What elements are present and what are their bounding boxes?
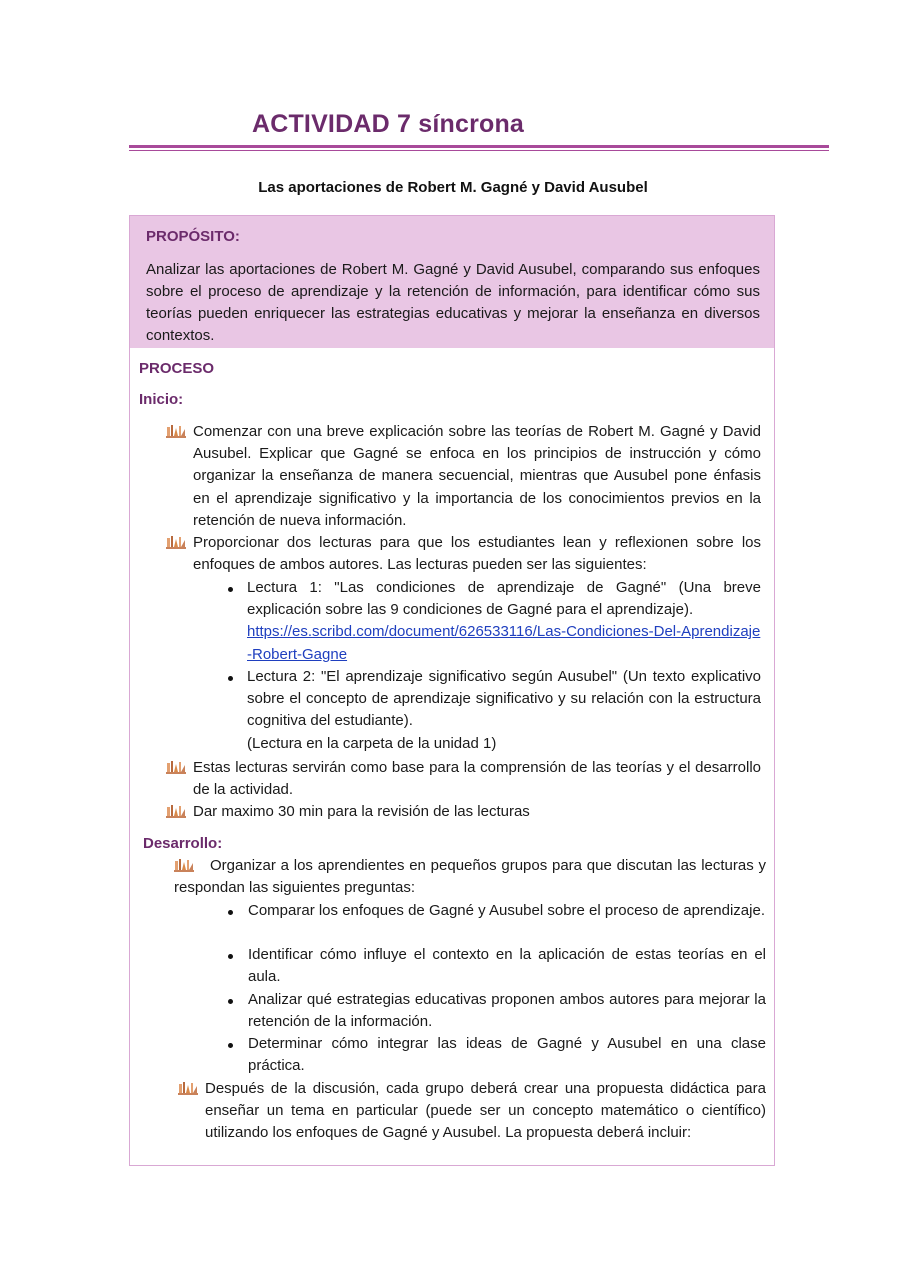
document-subtitle: Las aportaciones de Robert M. Gagné y David Ausubel — [258, 179, 648, 196]
book-icon — [166, 425, 186, 439]
process-label: PROCESO — [139, 360, 215, 377]
bullet-dot — [228, 587, 233, 592]
bullet-dot — [228, 999, 233, 1004]
bullet-dot — [228, 676, 233, 681]
document-title: ACTIVIDAD 7 síncrona — [251, 110, 525, 138]
purpose-section — [130, 216, 774, 348]
question-2: Identificar cómo influye el contexto en la aplicación de estas teorías en el aula. — [248, 946, 766, 986]
bullet-dot — [228, 1043, 233, 1048]
bullet-dot — [228, 910, 233, 915]
book-icon — [166, 761, 186, 775]
reading-2 — [247, 666, 761, 755]
activity-box — [129, 215, 775, 1166]
title-rule-thin — [129, 150, 829, 151]
question-3: Analizar qué estrategias educativas proponen ambos autores para mejorar la retención de la información. — [248, 991, 766, 1031]
book-icon — [178, 1082, 198, 1096]
title-rule — [129, 145, 829, 148]
inicio-item-3: Estas lecturas servirán como base para la comprensión de las teorías y el desarrollo de la actividad. — [193, 759, 761, 799]
question-4: Determinar cómo integrar las ideas de Gagné y Ausubel en una clase práctica. — [248, 1035, 766, 1075]
book-icon — [166, 805, 186, 819]
reading-1-link[interactable]: https://es.scribd.com/document/626533116/Las-Condiciones-Del-Aprendizaje-Robert-Gagne — [247, 623, 761, 663]
desarrollo-intro: Organizar a los aprendientes en pequeños grupos para que discutan las lecturas y respondan las siguientes preguntas: — [174, 857, 766, 897]
purpose-text: Analizar las aportaciones de Robert M. Gagné y David Ausubel, comparando sus enfoques sobre el proceso de aprendizaje y la retención de información, para identificar cómo sus teorías pueden enriquecer las estrategias educativas y mejorar la enseñanza en diversos contextos. — [146, 261, 760, 344]
reading-2-note: (Lectura en la carpeta de la unidad 1) — [247, 734, 497, 752]
reading-1 — [247, 577, 761, 666]
reading-2-text: Lectura 2: "El aprendizaje significativo según Ausubel" (Un texto explicativo sobre el concepto de aprendizaje significativo y su relación con la estructura cognitiva del estudiante). — [247, 668, 761, 730]
question-1: Comparar los enfoques de Gagné y Ausubel sobre el proceso de aprendizaje. — [248, 902, 765, 919]
bullet-dot — [228, 954, 233, 959]
book-icon — [166, 536, 186, 550]
desarrollo-after: Después de la discusión, cada grupo deberá crear una propuesta didáctica para enseñar un tema en particular (puede ser un concepto matemático o científico) utilizando los enfoques de Gagné y Ausubel. La propuesta deberá incluir: — [205, 1080, 766, 1142]
inicio-item-1: Comenzar con una breve explicación sobre las teorías de Robert M. Gagné y David Ausubel. Explicar que Gagné se enfoca en los principios de instrucción y cómo organizar la enseñanza de manera secuencial, mientras que Ausubel pone énfasis en el aprendizaje significativo y la importancia de los conocimientos previos en la retención de nueva información. — [193, 423, 761, 529]
desarrollo-label: Desarrollo: — [143, 835, 223, 852]
purpose-label: PROPÓSITO: — [146, 228, 240, 245]
inicio-label: Inicio: — [139, 391, 184, 408]
reading-1-text: Lectura 1: "Las condiciones de aprendizaje de Gagné" (Una breve explicación sobre las 9 condiciones de Gagné para el aprendizaje). — [247, 579, 761, 619]
inicio-item-2: Proporcionar dos lecturas para que los estudiantes lean y reflexionen sobre los enfoques de ambos autores. Las lecturas pueden ser las siguientes: — [193, 534, 761, 574]
inicio-item-4: Dar maximo 30 min para la revisión de las lecturas — [193, 803, 530, 820]
